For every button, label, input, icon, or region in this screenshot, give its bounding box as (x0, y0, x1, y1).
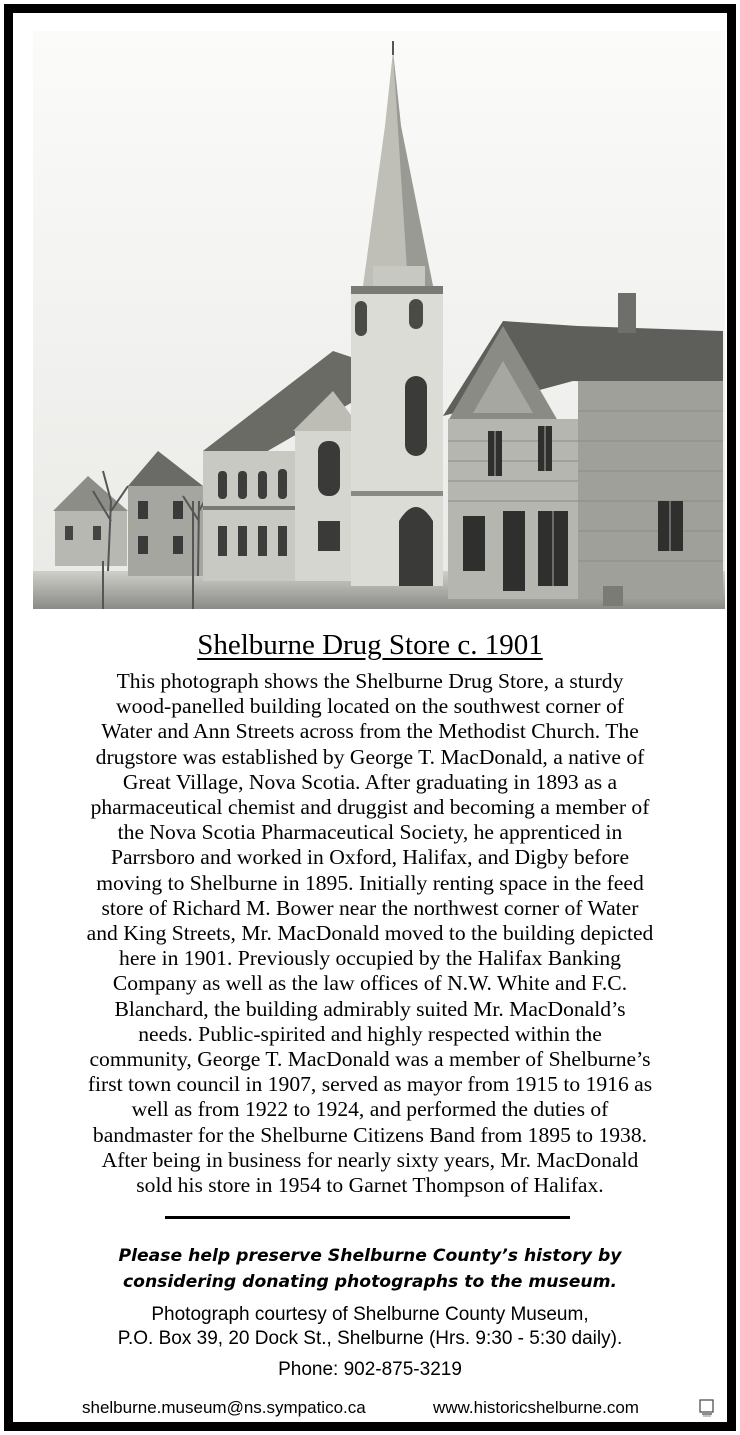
body-line: pharmaceutical chemist and druggist and becoming a member of (90, 795, 650, 820)
body-line: community, George T. MacDonald was a member of Shelburne’s (89, 1047, 651, 1072)
page-frame (4, 4, 736, 1431)
body-line: drugstore was established by George T. MacDonald, a native of (95, 744, 645, 769)
email-link[interactable]: shelburne.museum@ns.sympatico.ca (82, 1398, 366, 1417)
credit-line-1: Photograph courtesy of Shelburne County Museum, (151, 1304, 589, 1325)
body-line: first town council in 1907, served as mayor from 1915 to 1916 as (87, 1072, 653, 1097)
photo-credit (13, 1303, 727, 1351)
body-line: Company as well as the law offices of N.W. White and F.C. (112, 971, 628, 996)
body-line: bandmaster for the Shelburne Citizens Band from 1895 to 1938. (92, 1122, 648, 1147)
body-line: This photograph shows the Shelburne Drug Store, a sturdy (116, 669, 624, 693)
document-icon (698, 1398, 716, 1418)
body-line: store of Richard M. Bower near the northwest corner of Water (101, 895, 639, 920)
body-line: Blanchard, the building admirably suited Mr. MacDonald’s (114, 996, 626, 1021)
body-line: Great Village, Nova Scotia. After graduating in 1893 as a (122, 769, 618, 794)
body-line: wood-panelled building located on the southwest corner of (116, 694, 624, 719)
divider-rule (165, 1216, 570, 1219)
body-line: well as from 1922 to 1924, and performed the duties of (131, 1097, 609, 1122)
body-line: here in 1901. Previously occupied by the Halifax Banking (119, 946, 621, 971)
appeal-line-1: Please help preserve Shelburne County’s history by (118, 1246, 622, 1266)
body-line: sold his store in 1954 to Garnet Thompson of Halifax. (136, 1173, 604, 1198)
body-line: Water and Ann Streets across from the Methodist Church. The (101, 719, 639, 744)
photo-illustration (33, 31, 725, 609)
website-link[interactable]: www.historicshelburne.com (433, 1398, 639, 1417)
body-line: moving to Shelburne in 1895. Initially renting space in the feed (96, 870, 644, 895)
body-line: and King Streets, Mr. MacDonald moved to the building depicted (86, 921, 654, 946)
body-line: the Nova Scotia Pharmaceutical Society, he apprenticed in (117, 820, 623, 845)
article-body (27, 669, 713, 1198)
article-title: Shelburne Drug Store c. 1901 (197, 629, 543, 661)
body-line: Parrsboro and worked in Oxford, Halifax, and Digby before (110, 845, 630, 870)
historic-photograph (33, 31, 725, 609)
appeal-line-2: considering donating photographs to the museum. (122, 1272, 618, 1292)
donation-appeal (13, 1243, 727, 1295)
phone-number: Phone: 902-875-3219 (278, 1359, 462, 1380)
body-line: After being in business for nearly sixty years, Mr. MacDonald (101, 1147, 639, 1172)
credit-line-2: P.O. Box 39, 20 Dock St., Shelburne (Hrs. 9:30 - 5:30 daily). (117, 1328, 623, 1349)
body-line: needs. Public-spirited and highly respected within the (138, 1021, 602, 1046)
